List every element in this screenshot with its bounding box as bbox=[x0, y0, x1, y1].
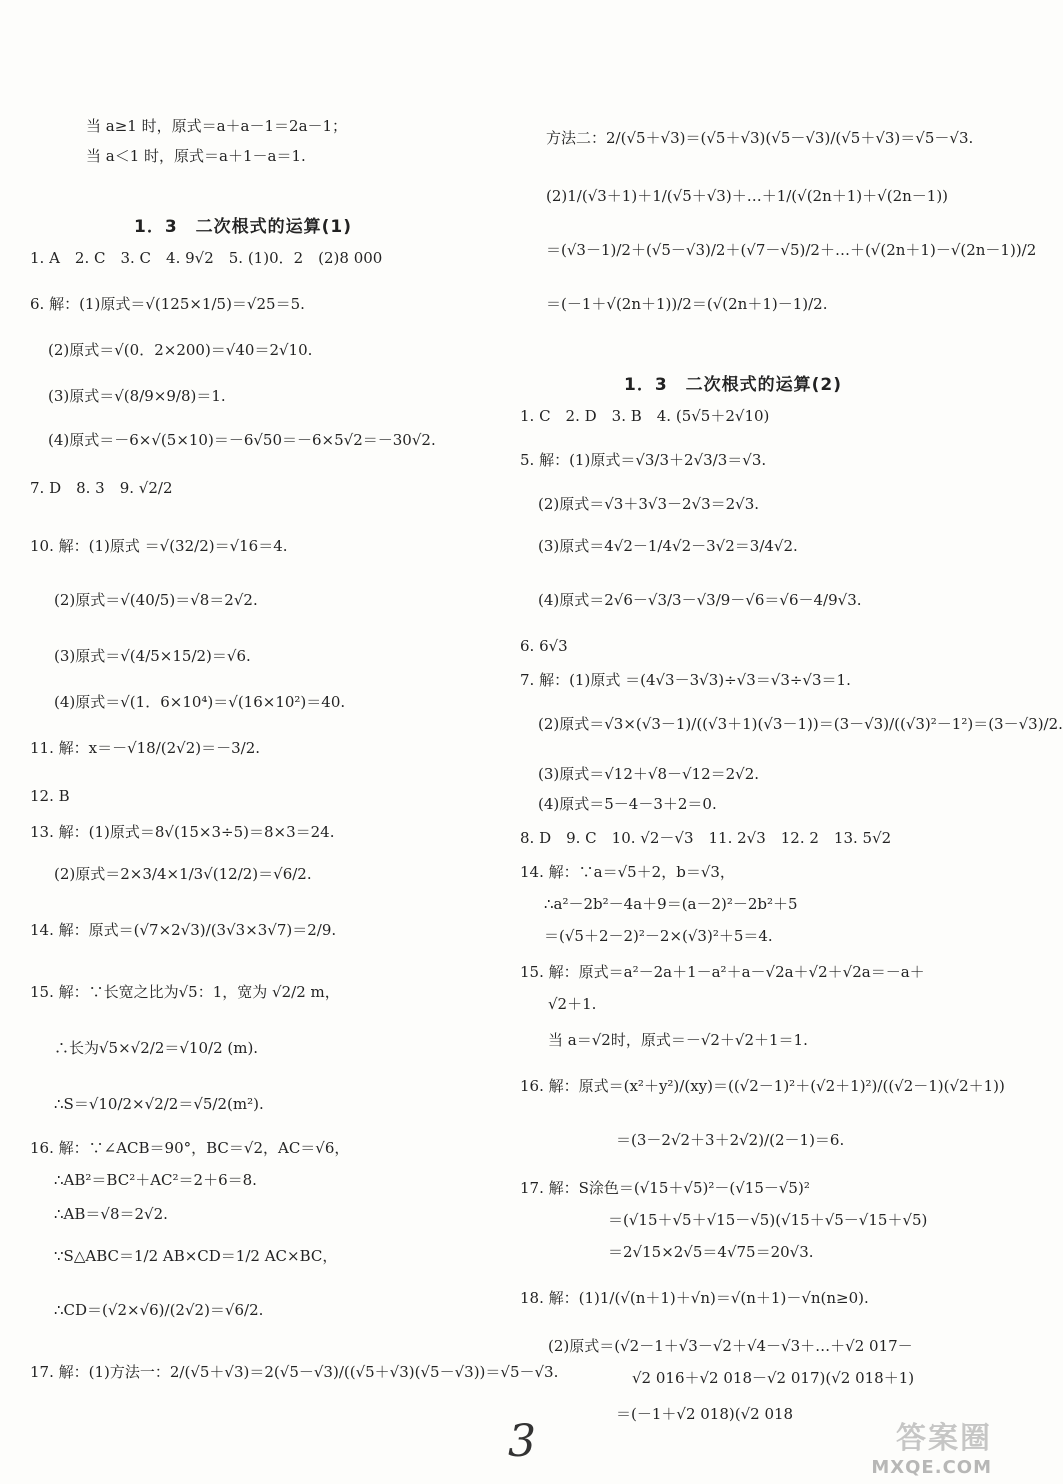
answer-line: (2)原式＝√3＋3√3－2√3＝2√3. bbox=[538, 495, 760, 513]
answer-line: 15. 解：原式＝a²－2a＋1－a²＋a－√2a＋√2＋√2a＝－a＋ bbox=[520, 963, 925, 981]
text-line: 当 a＜1 时，原式＝a＋1－a＝1. bbox=[86, 147, 306, 165]
answer-line: 7. D 8. 3 9. √2/2 bbox=[30, 479, 173, 497]
answer-line: 6. 解：(1)原式＝√(125×1/5)＝√25＝5. bbox=[30, 295, 305, 313]
answer-line: ＝2√15×2√5＝4√75＝20√3. bbox=[608, 1243, 814, 1261]
answer-line: (4)原式＝√(1．6×10⁴)＝√(16×10²)＝40. bbox=[54, 693, 346, 711]
answer-line: ∴CD＝(√2×√6)/(2√2)＝√6/2. bbox=[54, 1301, 264, 1319]
answer-line: 13. 解：(1)原式＝8√(15×3÷5)＝8×3＝24. bbox=[30, 823, 335, 841]
answer-line: ∴AB＝√8＝2√2. bbox=[54, 1205, 168, 1223]
answer-line: 12. B bbox=[30, 787, 70, 805]
answer-line: 16. 解：原式＝(x²＋y²)/(xy)＝((√2－1)²＋(√2＋1)²)/((√2－1)(√2＋1)) bbox=[520, 1077, 1005, 1095]
watermark-site: MXQE.COM bbox=[871, 1457, 992, 1478]
answer-line: 7. 解：(1)原式 ＝(4√3－3√3)÷√3＝√3÷√3＝1. bbox=[520, 671, 851, 689]
answer-line: ＝(√5＋2－2)²－2×(√3)²＋5＝4. bbox=[544, 927, 773, 945]
answer-line: 17. 解：S涂色＝(√15＋√5)²－(√15－√5)² bbox=[520, 1179, 810, 1197]
answer-line: 14. 解：原式＝(√7×2√3)/(3√3×3√7)＝2/9. bbox=[30, 921, 337, 939]
answer-line: (4)原式＝－6×√(5×10)＝－6√50＝－6×5√2＝－30√2. bbox=[48, 431, 436, 449]
section-heading: 1．3 二次根式的运算(2) bbox=[624, 375, 843, 395]
answer-line: (4)原式＝5－4－3＋2＝0. bbox=[538, 795, 717, 813]
text-line: 方法二：2/(√5＋√3)＝(√5＋√3)(√5－√3)/(√5＋√3)＝√5－√3. bbox=[546, 129, 974, 147]
answer-line: 6. 6√3 bbox=[520, 637, 568, 655]
answer-line: 当 a＝√2时，原式＝－√2＋√2＋1＝1. bbox=[548, 1031, 808, 1049]
page-number: 3 bbox=[508, 1416, 536, 1467]
text-line: (2)1/(√3＋1)＋1/(√5＋√3)＋…＋1/(√(2n＋1)＋√(2n－1)) bbox=[546, 187, 949, 205]
answer-line: (3)原式＝√12＋√8－√12＝2√2. bbox=[538, 765, 760, 783]
answer-line: (2)原式＝(√2－1＋√3－√2＋√4－√3＋…＋√2 017－ bbox=[548, 1337, 913, 1355]
answer-line: 14. 解：∵a＝√5＋2，b＝√3， bbox=[520, 863, 735, 881]
answer-line: 8. D 9. C 10. √2－√3 11. 2√3 12. 2 13. 5√2 bbox=[520, 829, 892, 847]
answer-line: ＝(3－2√2＋3＋2√2)/(2－1)＝6. bbox=[616, 1131, 845, 1149]
answer-line: √2 016＋√2 018－√2 017)(√2 018＋1) bbox=[632, 1369, 915, 1387]
answer-line: (2)原式＝√3×(√3－1)/((√3＋1)(√3－1))＝(3－√3)/((√3)²－1²)＝(3－√3)/2. bbox=[538, 715, 1063, 733]
answer-line: ＝(√15＋√5＋√15－√5)(√15＋√5－√15＋√5) bbox=[608, 1211, 928, 1229]
answer-line: 1. C 2. D 3. B 4. (5√5＋2√10) bbox=[520, 407, 770, 425]
answer-line: (2)原式＝2×3/4×1/3√(12/2)＝√6/2. bbox=[54, 865, 312, 883]
answer-line: ∴a²－2b²－4a＋9＝(a－2)²－2b²＋5 bbox=[544, 895, 798, 913]
section-heading: 1．3 二次根式的运算(1) bbox=[134, 217, 353, 237]
text-line: ＝(－1＋√(2n＋1))/2＝(√(2n＋1)－1)/2. bbox=[546, 295, 828, 313]
text-line: 当 a≥1 时，原式＝a＋a－1＝2a－1； bbox=[86, 117, 348, 135]
answer-line: 10. 解：(1)原式 ＝√(32/2)＝√16＝4. bbox=[30, 537, 288, 555]
answer-line: 11. 解：x＝－√18/(2√2)＝－3/2. bbox=[30, 739, 261, 757]
answer-line: (3)原式＝√(8/9×9/8)＝1. bbox=[48, 387, 226, 405]
answer-line: 1. A 2. C 3. C 4. 9√2 5. (1)0．2 (2)8 000 bbox=[30, 249, 383, 267]
answer-line: ＝(－1＋√2 018)(√2 018 bbox=[616, 1405, 794, 1423]
watermark-logo: 答案圈 bbox=[896, 1421, 992, 1456]
answer-line: ∴长为√5×√2/2＝√10/2 (m). bbox=[54, 1039, 259, 1057]
answer-line: (3)原式＝4√2－1/4√2－3√2＝3/4√2. bbox=[538, 537, 798, 555]
answer-line: (3)原式＝√(4/5×15/2)＝√6. bbox=[54, 647, 251, 665]
answer-line: 17. 解：(1)方法一：2/(√5＋√3)＝2(√5－√3)/((√5＋√3)(√5－√3))＝√5－√3. bbox=[30, 1363, 559, 1381]
text-line: ＝(√3－1)/2＋(√5－√3)/2＋(√7－√5)/2＋…＋(√(2n＋1)－√(2n－1))/2 bbox=[546, 241, 1037, 259]
answer-line: (2)原式＝√(40/5)＝√8＝2√2. bbox=[54, 591, 258, 609]
answer-line: 16. 解：∵∠ACB＝90°，BC＝√2，AC＝√6， bbox=[30, 1139, 350, 1157]
answer-line: ∵S△ABC＝1/2 AB×CD＝1/2 AC×BC， bbox=[54, 1247, 338, 1265]
answer-line: ∴AB²＝BC²＋AC²＝2＋6＝8. bbox=[54, 1171, 257, 1189]
answer-line: (2)原式＝√(0．2×200)＝√40＝2√10. bbox=[48, 341, 313, 359]
answer-line: (4)原式＝2√6－√3/3－√3/9－√6＝√6－4/9√3. bbox=[538, 591, 862, 609]
watermark bbox=[871, 1413, 992, 1478]
answer-line: √2＋1. bbox=[548, 995, 597, 1013]
answer-line: 18. 解：(1)1/(√(n＋1)＋√n)＝√(n＋1)－√n(n≥0). bbox=[520, 1289, 869, 1307]
answer-line: 5. 解：(1)原式＝√3/3＋2√3/3＝√3. bbox=[520, 451, 767, 469]
answer-line: 15. 解：∵长宽之比为√5：1，宽为 √2/2 m， bbox=[30, 983, 340, 1001]
answer-line: ∴S＝√10/2×√2/2＝√5/2(m²). bbox=[54, 1095, 264, 1113]
